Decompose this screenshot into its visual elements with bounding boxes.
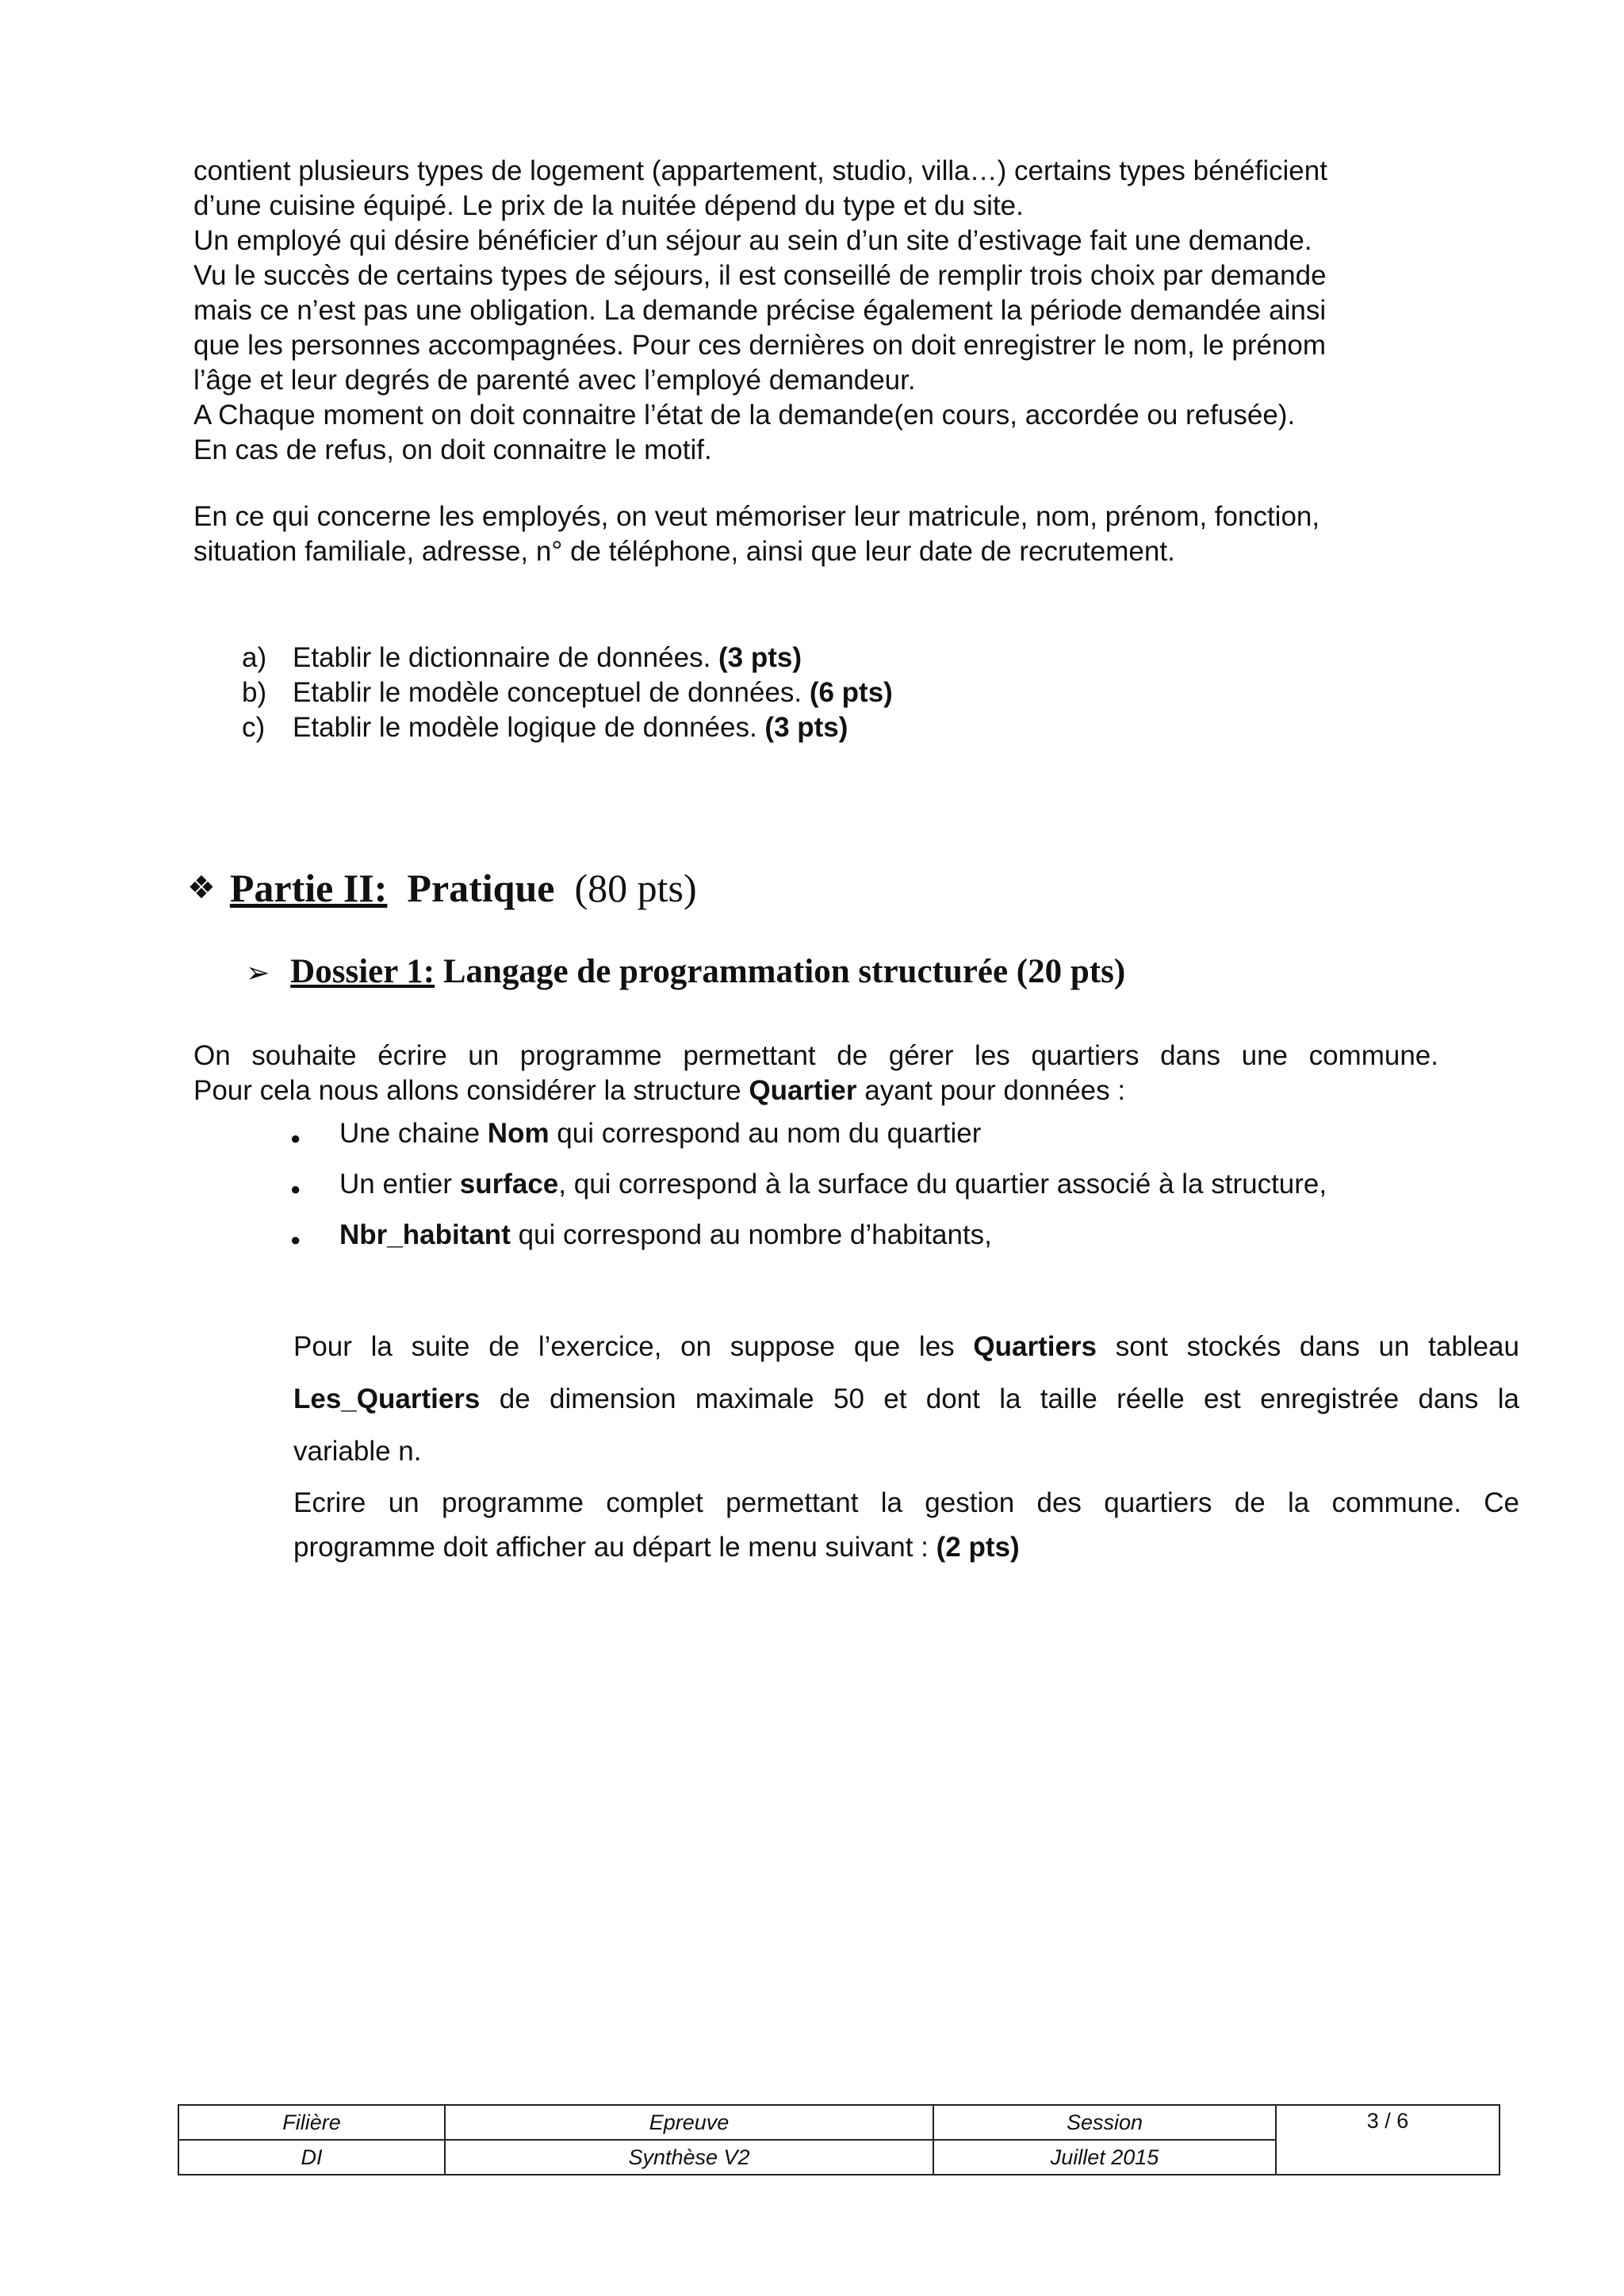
intro-line: contient plusieurs types de logement (appartement, studio, villa…) certains types bénéficient [193, 155, 1327, 186]
intro-line: Un employé qui désire bénéficier d’un séjour au sein d’un site d’estivage fait une demande. [193, 225, 1312, 256]
task-item [242, 710, 893, 745]
task-points: (3 pts) [764, 712, 848, 743]
text-run: Un entier [339, 1169, 460, 1200]
intro-line: que les personnes accompagnées. Pour ces dernières on doit enregistrer le nom, le prénom [193, 330, 1327, 361]
task-letter: c) [242, 712, 266, 743]
arrow-bullet-icon: ➢ [246, 957, 270, 989]
intro-line: Vu le succès de certains types de séjours, il est conseillé de remplir trois choix par demande [193, 260, 1327, 291]
task-text: Etablir le modèle conceptuel de données. [293, 677, 810, 708]
statement-line [193, 1073, 1438, 1108]
footer-session-header: Session [933, 2105, 1276, 2140]
text-run: programme doit afficher au départ le menu suivant : [293, 1532, 936, 1563]
intro-line: mais ce n’est pas une obligation. La demande précise également la période demandée ainsi [193, 295, 1327, 326]
partie-heading [187, 863, 697, 913]
bullet-icon: ● [290, 1179, 301, 1199]
intro-line: d’une cuisine équipé. Le prix de la nuitée dépend du type et du site. [193, 190, 1024, 221]
keyword: Les_Quartiers [293, 1383, 481, 1414]
employes-paragraph [193, 499, 1438, 569]
points: (2 pts) [936, 1532, 1020, 1563]
text-run: Une chaine [339, 1118, 488, 1149]
text-run: qui correspond au nombre d’habitants, [510, 1219, 992, 1250]
instruction-line [293, 1525, 1519, 1570]
text-run: , qui correspond à la surface du quartier associé à la structure, [558, 1169, 1327, 1200]
intro-line: A Chaque moment on doit connaitre l’état de la demande(en cours, accordée ou refusée). [193, 400, 1296, 430]
diamond-bullet-icon: ❖ [187, 870, 216, 906]
task-item [242, 675, 893, 710]
employes-line: En ce qui concerne les employés, on veut mémoriser leur matricule, nom, prénom, fonction, [193, 501, 1320, 532]
dossier-title: Langage de programmation structurée (20 pts) [442, 953, 1126, 990]
keyword: Quartiers [973, 1331, 1097, 1362]
task-item [242, 641, 893, 675]
footer-epreuve-header: Epreuve [445, 2105, 933, 2140]
keyword: Nbr_habitant [339, 1219, 511, 1250]
list-item [290, 1218, 1327, 1269]
task-list [242, 641, 893, 745]
footer-session-value: Juillet 2015 [933, 2140, 1276, 2175]
field-list [290, 1116, 1327, 1269]
task-letter: a) [242, 642, 267, 673]
text-run: ayant pour données : [856, 1075, 1126, 1106]
task-letter: b) [242, 677, 267, 708]
task-points: (3 pts) [718, 642, 802, 673]
keyword: surface [459, 1169, 559, 1200]
list-item [290, 1116, 1327, 1167]
list-item [290, 1167, 1327, 1218]
footer-filiere-header: Filière [178, 2105, 445, 2140]
task-text: Etablir le modèle logique de données. [293, 712, 765, 743]
instruction-line: Ecrire un programme complet permettant la gestion des quartiers de la commune. Ce [293, 1487, 1519, 1518]
footer-epreuve-value: Synthèse V2 [445, 2140, 933, 2175]
instruction-line [293, 1373, 1519, 1425]
instruction-line [293, 1321, 1519, 1373]
dossier-label: Dossier 1: [290, 953, 435, 990]
footer-page-number: 3 / 6 [1276, 2105, 1500, 2175]
partie-title: Pratique [407, 866, 555, 910]
bullet-icon: ● [290, 1128, 301, 1148]
footer-table [178, 2104, 1500, 2175]
text-run: Pour la suite de l’exercice, on suppose que les [293, 1331, 974, 1362]
text-run: qui correspond au nom du quartier [549, 1118, 982, 1149]
instruction-line: variable n. [293, 1436, 422, 1467]
dossier-heading [246, 950, 1125, 996]
keyword: Quartier [749, 1075, 857, 1106]
instructions [293, 1321, 1519, 1570]
problem-statement [193, 1039, 1438, 1108]
intro-paragraph [193, 154, 1438, 468]
partie-label: Partie II: [229, 866, 388, 910]
partie-points: (80 pts) [574, 866, 697, 910]
text-run: sont stockés dans un tableau [1097, 1331, 1519, 1362]
text-run: Pour cela nous allons considérer la structure [193, 1075, 749, 1106]
task-points: (6 pts) [809, 677, 893, 708]
footer-filiere-value: DI [178, 2140, 445, 2175]
intro-line: En cas de refus, on doit connaitre le motif. [193, 434, 712, 465]
employes-line: situation familiale, adresse, n° de téléphone, ainsi que leur date de recrutement. [193, 536, 1175, 567]
bullet-icon: ● [290, 1230, 301, 1249]
keyword: Nom [487, 1118, 550, 1149]
task-text: Etablir le dictionnaire de données. [293, 642, 719, 673]
intro-line: l’âge et leur degrés de parenté avec l’employé demandeur. [193, 365, 916, 396]
text-run: de dimension maximale 50 et dont la taille réelle est enregistrée dans la [480, 1383, 1519, 1414]
statement-line: On souhaite écrire un programme permettant de gérer les quartiers dans une commune. [193, 1040, 1438, 1071]
